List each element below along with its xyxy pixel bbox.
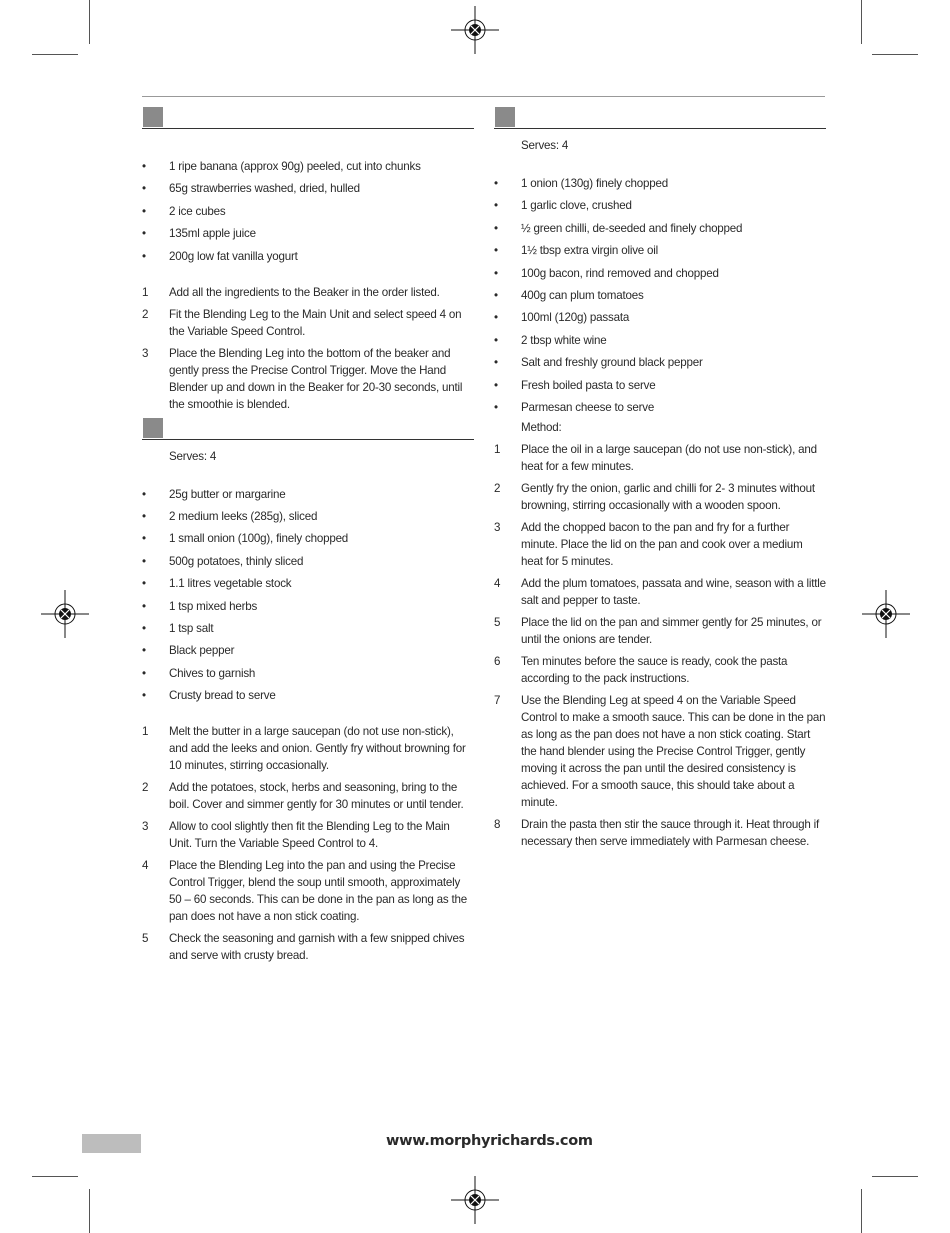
step-item: 1 Melt the butter in a large saucepan (do not use non-stick), and add the leeks and onion. Gently fry without browning for 10 minutes, stirring occasionally. xyxy=(142,725,466,773)
bullet-icon: • xyxy=(142,509,146,523)
crop-mark xyxy=(861,0,862,44)
step-item: 3 Allow to cool slightly then fit the Blending Leg to the Main Unit. Turn the Variable Speed Control to 4. xyxy=(142,820,450,851)
footer-url: www.morphyrichards.com xyxy=(386,1133,593,1149)
ingredient-item: • Parmesan cheese to serve xyxy=(494,400,655,414)
bullet-icon: • xyxy=(142,227,146,241)
page-number-bar xyxy=(82,1134,141,1153)
ingredient-item: • 400g can plum tomatoes xyxy=(494,288,644,302)
bullet-icon: • xyxy=(494,221,498,235)
ingredient-item: • 1 tsp salt xyxy=(142,621,214,635)
ingredient-item: • 2 tbsp white wine xyxy=(494,333,607,347)
registration-mark-icon xyxy=(856,584,916,644)
bullet-icon: • xyxy=(494,356,498,370)
ingredient-item: • Black pepper xyxy=(142,644,235,658)
step-item: 1 Add all the ingredients to the Beaker in the order listed. xyxy=(142,285,440,299)
ingredient-item: • 1 ripe banana (approx 90g) peeled, cut into chunks xyxy=(142,160,421,173)
crop-mark xyxy=(872,1176,918,1177)
bullet-icon: • xyxy=(142,644,146,658)
crop-mark xyxy=(32,54,78,55)
ingredient-item: • 1 tsp mixed herbs xyxy=(142,599,258,613)
crop-mark xyxy=(861,1189,862,1233)
ingredient-item: • 500g potatoes, thinly sliced xyxy=(142,554,304,568)
ingredient-item: • 65g strawberries washed, dried, hulled xyxy=(142,182,360,196)
ingredient-item: • 2 ice cubes xyxy=(142,204,226,218)
bullet-icon: • xyxy=(142,577,146,591)
ingredient-item: • ½ green chilli, de-seeded and finely chopped xyxy=(494,221,743,235)
top-rule xyxy=(142,96,825,97)
bullet-icon: • xyxy=(494,333,498,347)
bullet-icon: • xyxy=(494,244,498,258)
step-item: 3 Add the chopped bacon to the pan and fry for a further minute. Place the lid on the pan and cook over a medium heat for 5 minutes. xyxy=(494,521,803,569)
registration-mark-icon xyxy=(35,584,95,644)
bullet-icon: • xyxy=(494,400,498,414)
smoothie-ingredients xyxy=(142,158,474,265)
header-square-icon xyxy=(143,107,163,127)
bullet-icon: • xyxy=(494,199,498,213)
ingredient-item: • Fresh boiled pasta to serve xyxy=(494,378,656,392)
registration-mark-icon xyxy=(445,0,505,60)
ingredient-item: • 1½ tbsp extra virgin olive oil xyxy=(494,244,659,258)
header-square-icon xyxy=(143,418,163,438)
bullet-icon: • xyxy=(142,599,146,613)
right-column xyxy=(494,107,826,855)
ingredient-item: • Chives to garnish xyxy=(142,666,256,680)
bullet-icon: • xyxy=(142,182,146,196)
recipe-header xyxy=(142,418,474,440)
step-item: 5 Check the seasoning and garnish with a few snipped chives and serve with crusty bread. xyxy=(142,932,465,963)
bullet-icon: • xyxy=(142,666,146,680)
step-item: 2 Add the potatoes, stock, herbs and seasoning, bring to the boil. Cover and simmer gently for 30 minutes or until tender. xyxy=(142,781,464,812)
recipe-header xyxy=(142,107,474,129)
bullet-icon: • xyxy=(494,378,498,392)
step-item: 5 Place the lid on the pan and simmer gently for 25 minutes, or until the onions are tender. xyxy=(494,616,822,647)
bullet-icon: • xyxy=(494,266,498,280)
bullet-icon: • xyxy=(494,311,498,325)
ingredient-item: • 1 onion (130g) finely chopped xyxy=(494,177,668,190)
bullet-icon: • xyxy=(494,177,498,190)
step-item: 2 Gently fry the onion, garlic and chilli for 2- 3 minutes without browning, stirring occasionally with a wooden spoon. xyxy=(494,482,815,513)
ingredient-item: • 1.1 litres vegetable stock xyxy=(142,577,292,591)
bullet-icon: • xyxy=(142,689,146,703)
crop-mark xyxy=(89,1189,90,1233)
registration-mark-icon xyxy=(445,1170,505,1230)
step-item: 1 Place the oil in a large saucepan (do not use non-stick), and heat for a few minutes. xyxy=(494,443,817,474)
crop-mark xyxy=(872,54,918,55)
step-item: 3 Place the Blending Leg into the bottom of the beaker and gently press the Precise Control Trigger. Move the Hand Blender up and down in the Beaker for 20-30 seconds, until the smoothie is blended. xyxy=(142,346,463,411)
ingredient-item: • 200g low fat vanilla yogurt xyxy=(142,249,298,263)
ingredient-item: • Salt and freshly ground black pepper xyxy=(494,356,703,370)
step-item: 8 Drain the pasta then stir the sauce through it. Heat through if necessary then serve immediately with Parmesan cheese. xyxy=(494,818,820,849)
pasta-recipe xyxy=(494,107,826,850)
ingredient-item: • 2 medium leeks (285g), sliced xyxy=(142,509,318,523)
smoothie-recipe xyxy=(142,107,474,413)
method-label: Method: xyxy=(521,421,562,435)
bullet-icon: • xyxy=(142,204,146,218)
pasta-ingredients xyxy=(494,175,826,416)
step-item: 2 Fit the Blending Leg to the Main Unit and select speed 4 on the Variable Speed Control. xyxy=(142,307,462,338)
bullet-icon: • xyxy=(142,532,146,546)
soup-ingredients xyxy=(142,486,474,705)
pasta-steps xyxy=(494,441,826,850)
soup-steps xyxy=(142,723,474,964)
serves-label: Serves: 4 xyxy=(169,449,217,463)
soup-recipe xyxy=(142,418,474,965)
bullet-icon: • xyxy=(142,487,146,501)
bullet-icon: • xyxy=(494,288,498,302)
bullet-icon: • xyxy=(142,554,146,568)
ingredient-item: • 25g butter or margarine xyxy=(142,487,286,501)
ingredient-item: • 100g bacon, rind removed and chopped xyxy=(494,266,719,280)
recipe-header xyxy=(494,107,826,129)
serves-label: Serves: 4 xyxy=(521,139,569,152)
crop-mark xyxy=(89,0,90,44)
ingredient-item: • 135ml apple juice xyxy=(142,227,256,241)
ingredient-item: • 1 garlic clove, crushed xyxy=(494,199,632,213)
step-item: 4 Add the plum tomatoes, passata and wine, season with a little salt and pepper to taste. xyxy=(494,577,826,608)
header-square-icon xyxy=(495,107,515,127)
bullet-icon: • xyxy=(142,160,146,173)
bullet-icon: • xyxy=(142,621,146,635)
bullet-icon: • xyxy=(142,249,146,263)
ingredient-item: • 100ml (120g) passata xyxy=(494,311,630,325)
step-item: 4 Place the Blending Leg into the pan and using the Precise Control Trigger, blend the soup until smooth, approximately 50 – 60 seconds. This can be done in the pan as long as the pan does not have a non stick coating. xyxy=(142,859,468,924)
ingredient-item: • 1 small onion (100g), finely chopped xyxy=(142,532,349,546)
crop-mark xyxy=(32,1176,78,1177)
ingredient-item: • Crusty bread to serve xyxy=(142,689,276,703)
left-column xyxy=(142,107,474,969)
smoothie-steps xyxy=(142,284,474,413)
step-item: 7 Use the Blending Leg at speed 4 on the Variable Speed Control to make a smooth sauce. This can be done in the pan as long as the pan does not have a non stick coating. Start the hand blender using the Precise Control Trigger, gently moving it across the pan until the desired consistency is achieved. For a smooth sauce, this should take about a minute. xyxy=(494,694,826,810)
step-item: 6 Ten minutes before the sauce is ready, cook the pasta according to the pack instructions. xyxy=(494,655,788,686)
